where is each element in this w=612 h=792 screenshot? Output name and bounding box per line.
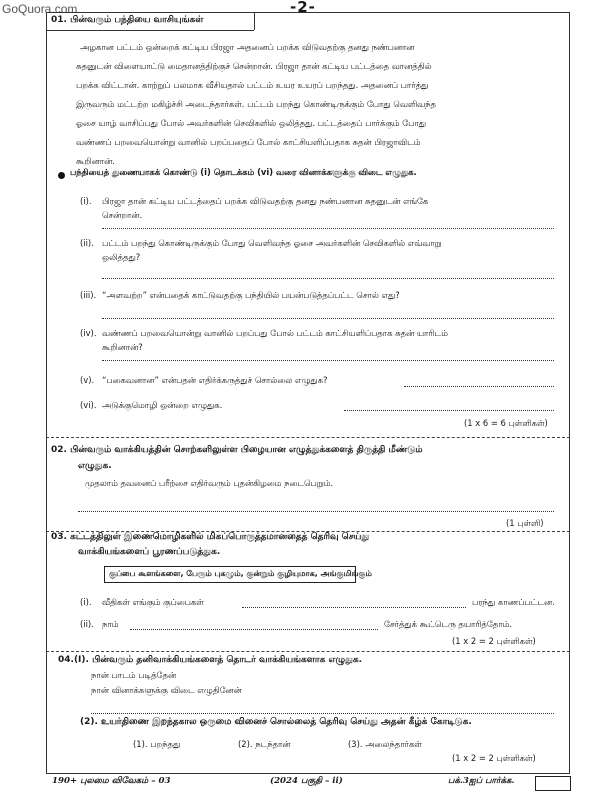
q1-item-text: ஒலித்தது? [102, 252, 141, 262]
answer-line[interactable] [344, 410, 554, 411]
answer-line[interactable] [102, 360, 554, 361]
q1-item-text: கூறினான்? [102, 342, 143, 352]
watermark: GoQuora.com [2, 2, 78, 16]
q4-part2-heading: (2). உயர்திணை இறந்தகால ஒருமை வினைச் சொல்லைத் தெரிவு செய்து அதன் கீழ்க் கோடிடுக. [80, 717, 472, 727]
q2-marks: (1 புள்ளி) [506, 518, 544, 528]
q1-item-num: (i). [80, 196, 92, 206]
q3-heading: 03. கட்டத்திலுள் இணைமொழிகளில் மிகப்பொருத்தமானதைத் தெரிவு செய்து [51, 532, 370, 542]
q3-options-box: குப்பை கூளங்களை, பேரும் புகழும், குன்றும் குழியுமாக, அங்குமிங்கும் [104, 566, 356, 583]
q1-item-num: (iv). [80, 328, 97, 338]
passage-line: அழகான பட்டம் ஒன்றைக் கட்டிய பிரஜா அதனைப் பறக்க விடுவதற்கு தனது நண்பனான [80, 42, 415, 52]
section-separator [46, 437, 570, 438]
answer-line[interactable] [102, 318, 554, 319]
q4-option[interactable]: (1). பறந்தது [133, 739, 181, 749]
q1-item-num: (v). [80, 375, 95, 385]
q2-sentence: முதலாம் தவனைப் பரீற்சை எதிர்வரும் புதன்கிழமை நடைபெறும். [85, 478, 334, 488]
q1-item-text: வண்ணப் பறவையொன்று வானில் பறப்பது போல் பட்டம் காட்சியளிப்பதாக சுதன் யாரிடம் [102, 328, 448, 338]
answer-line[interactable] [78, 511, 554, 512]
passage-line: இருவரும் மட்டற்ற மகிழ்ச்சி அடைந்தார்கள். பட்டம் பறந்து கொண்டிருக்கும் போது வெளிவந்த [76, 99, 436, 109]
q3-heading: வாக்கியங்களைப் பூரணப்படுத்துக. [78, 547, 221, 557]
q1-instruction: பந்தியைத் துணையாகக் கொண்டு (i) தொடக்கம் (vi) வரை வினாக்களுக்கு விடை எழுதுக. [70, 167, 417, 177]
answer-line[interactable] [91, 713, 554, 714]
q1-heading: 01. பின்வரும் பந்தியை வாசியுங்கள் [51, 15, 204, 25]
answer-line[interactable] [102, 228, 554, 229]
passage-line: பறக்க விட்டான். காற்றுப் பலமாக வீசியதால் பட்டம் உயர உயரப் பறந்தது. அதனைப் பார்த்து [76, 80, 429, 90]
q3-item-before: வீதிகள் எங்கும் குப்பைகள் [102, 597, 204, 607]
q1-marks: (1 x 6 = 6 புள்ளிகள்) [464, 418, 548, 428]
q1-item-text: “அளவற்ற” என்பதைக் காட்டுவதற்கு பந்தியில் பயன்படுத்தப்பட்ட சொல் எது? [102, 290, 400, 300]
passage-line: வண்ணப் பறவையொன்று வானில் பறப்பதைப் போல் காட்சியளிப்பதாக சுதன் பிரஜாவிடம் [76, 137, 421, 147]
q1-item-num: (vi). [80, 400, 97, 410]
passage-line: சுதனுடன் விளையாட்டு மைதானத்திற்குச் சென்றான். பிரஜா தான் கட்டிய பட்டத்தை வானத்தில் [76, 61, 432, 71]
q4-sentence: நான் பாடம் படித்தேன் [91, 670, 177, 680]
section-separator [46, 651, 570, 652]
answer-line[interactable] [404, 386, 554, 387]
passage-line: கூறினான். [76, 156, 115, 166]
q1-item-text: பட்டம் பறந்து கொண்டிருக்கும் போது வெளிவந்த ஓசை அவர்களின் செவிகளில் எவ்வாறு [102, 238, 442, 248]
heading-underline [46, 30, 254, 31]
q4-marks: (1 x 2 = 2 புள்ளிகள்) [452, 753, 536, 763]
q1-item-text: “பகைவனான” என்பதன் எதிர்க்கருத்துச் சொல்லை எழுதுக? [102, 375, 328, 385]
q3-marks: (1 x 2 = 2 புள்ளிகள்) [452, 636, 536, 646]
fill-blank[interactable] [130, 629, 378, 630]
q4-option[interactable]: (2). நடந்தான் [238, 739, 291, 749]
footer-center: (2024 பகுதி – ii) [270, 776, 343, 786]
q4-part1-heading: 04.(I). பின்வரும் தனிவாக்கியங்களைத் தொடர் வாக்கியங்களாக எழுதுக. [58, 655, 363, 665]
q2-heading: 02. பின்வரும் வாக்கியத்தின் சொற்களிலுள்ள பிழையான எழுத்துக்களைத் திருத்தி மீண்டும் [51, 445, 423, 455]
q1-item-text: அடுக்குமொழி ஒன்றை எழுதுக. [102, 400, 223, 410]
q1-passage [76, 38, 436, 171]
q4-option[interactable]: (3). அலைந்தார்கள் [348, 739, 422, 749]
bullet-icon [58, 172, 65, 179]
q3-item-num: (ii). [80, 619, 94, 629]
q2-heading: எழுதுக. [78, 461, 112, 471]
q3-item-num: (i). [80, 597, 92, 607]
answer-line[interactable] [102, 278, 554, 279]
footer-right: பக்.3ஐப் பார்க்க. [448, 776, 515, 786]
q1-item-text: பிரஜா தான் கட்டிய பட்டத்தைப் பறக்க விடுவதற்கு தனது நண்பனான சுதனுடன் எங்கே [102, 196, 429, 206]
q3-item-after: பரந்து காணப்பட்டன. [472, 597, 555, 607]
footer-left: 190+ புலமை விவேகம் – 03 [52, 776, 171, 786]
q1-item-text: சென்றான். [102, 210, 143, 220]
page-number: -2- [290, 0, 316, 16]
footer-box [535, 776, 571, 791]
q4-sentence: நான் வினாக்களுக்கு விடை எழுதினேன் [91, 685, 242, 695]
passage-line: ஓசை யாழ் வாசிப்பது போல் அவர்களின் செவிகளில் ஒலித்தது. பட்டத்தைப் பார்க்கும் போது [76, 118, 427, 128]
q1-item-num: (iii). [80, 290, 97, 300]
heading-divider [254, 12, 255, 30]
q3-item-after: சேர்த்துக் கூட்டெரு தயாரித்தோம். [384, 619, 513, 629]
q3-item-before: நாம் [102, 619, 119, 629]
q1-item-num: (ii). [80, 238, 94, 248]
fill-blank[interactable] [242, 607, 466, 608]
